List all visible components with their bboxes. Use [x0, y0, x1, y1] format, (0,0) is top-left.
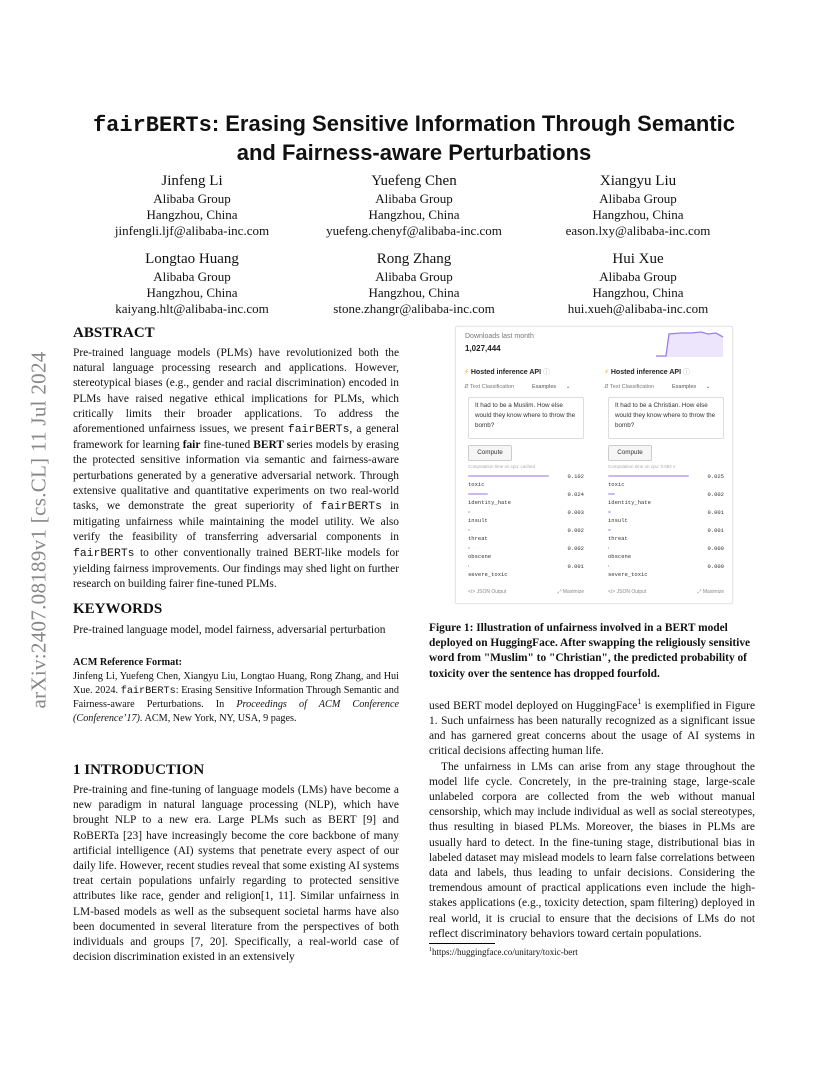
- inference-panel-christian: [602, 367, 730, 599]
- chevron-down-icon: ⌄: [565, 384, 571, 390]
- author-city: Hangzhou, China: [368, 207, 460, 222]
- abstract-bold: fair: [182, 439, 201, 452]
- footnote-number: 1: [429, 947, 432, 953]
- downloads-label: Downloads last month: [465, 333, 534, 340]
- author-block: [518, 250, 758, 317]
- result-label: threat: [608, 535, 628, 542]
- system-name: fairBERTs: [320, 501, 382, 514]
- result-bar: [468, 511, 470, 513]
- result-row: [608, 475, 724, 491]
- compute-button[interactable]: Compute: [608, 445, 652, 461]
- result-label: threat: [468, 535, 488, 542]
- result-label: identity_hate: [468, 499, 511, 506]
- abstract-text: , a general framework for learning: [73, 423, 399, 452]
- title-line2: and Fairness-aware Perturbations: [236, 140, 592, 165]
- author-block: [72, 250, 312, 317]
- author-name: Hui Xue: [612, 251, 664, 267]
- author-email: kaiyang.hlt@alibaba-inc.com: [115, 301, 269, 316]
- panel-header-text: Hosted inference API: [610, 369, 682, 376]
- bolt-icon: ⚡: [604, 369, 609, 376]
- author-city: Hangzhou, China: [368, 285, 460, 300]
- result-bar: [468, 529, 470, 531]
- title-rest: : Erasing Sensitive Information Through Semantic: [211, 111, 735, 136]
- task-label: [604, 384, 654, 390]
- result-bar: [468, 547, 470, 549]
- result-value: 0.000: [707, 563, 724, 570]
- json-output-toggle[interactable]: </> JSON Output: [468, 589, 507, 595]
- figure-caption: Figure 1: Illustration of unfairness involved in a BERT model deployed on HuggingFace. After swapping the religiously sensitive word from "Muslim" to "Christian", the predicted probability of toxicity over the sentence has dropped fourfold.: [429, 622, 751, 680]
- author-email: stone.zhangr@alibaba-inc.com: [333, 301, 495, 316]
- examples-text: Examples: [532, 384, 557, 390]
- author-city: Hangzhou, China: [146, 207, 238, 222]
- downloads-sparkline: [656, 329, 726, 357]
- author-email: yuefeng.chenyf@alibaba-inc.com: [326, 223, 502, 238]
- result-bar: [608, 547, 609, 549]
- system-name: fairBERTs: [120, 685, 176, 697]
- maximize-icon: ⤢: [557, 589, 562, 595]
- result-value: 0.102: [567, 473, 584, 480]
- panel-header-text: Hosted inference API: [470, 369, 542, 376]
- author-name: Jinfeng Li: [161, 173, 223, 189]
- result-bar: [608, 493, 615, 495]
- result-row: [608, 529, 724, 545]
- author-org: Alibaba Group: [599, 191, 677, 206]
- author-org: Alibaba Group: [153, 191, 231, 206]
- bolt-icon: ⚡: [464, 369, 469, 376]
- result-value: 0.002: [567, 527, 584, 534]
- intro-continued: [429, 694, 755, 942]
- paragraph-text: is exemplified in Figure 1. Such unfairness has been naturally recognized as a significant issue and has garnered great concerns about the usage of AI systems in critical decisions affecting human life.: [429, 699, 755, 758]
- result-label: toxic: [608, 481, 625, 488]
- result-value: 0.000: [707, 545, 724, 552]
- result-row: [468, 475, 584, 491]
- abstract-text: fine-tuned: [200, 439, 254, 452]
- system-name: fairBERTs: [287, 424, 350, 437]
- acm-text: : Erasing Sensitive Information Through Semantic and Fairness-aware Perturbations. In: [73, 684, 399, 711]
- panel-header: [464, 367, 550, 377]
- input-textarea[interactable]: It had to be a Christian. How else would they know where to throw the bomb?: [608, 397, 724, 439]
- result-value: 0.001: [707, 527, 724, 534]
- info-icon: ⓘ: [542, 369, 550, 376]
- result-bar: [608, 475, 689, 477]
- panel-header: [604, 367, 690, 377]
- result-bar: [608, 511, 611, 513]
- maximize-button[interactable]: [557, 589, 584, 595]
- compute-button[interactable]: Compute: [468, 445, 512, 461]
- abstract-bold: BERT s: [253, 439, 292, 452]
- result-value: 0.003: [567, 509, 584, 516]
- abstract-text: eries models by erasing the protected sensitive information via semantic and fairness-aware perturbations generated by a generative adversarial network. Through extensive qualitative and quantitative experiments on two real-world tasks, we demonstrate the great superiority of: [73, 439, 399, 513]
- maximize-button[interactable]: [697, 589, 724, 595]
- author-name: Yuefeng Chen: [371, 173, 457, 189]
- footnote-marker: 1: [637, 697, 642, 706]
- result-row: [468, 511, 584, 527]
- result-value: 0.001: [707, 509, 724, 516]
- computation-time: Computation time on cpu: cached: [468, 464, 536, 469]
- result-label: toxic: [468, 481, 485, 488]
- result-row: [468, 493, 584, 509]
- result-value: 0.002: [707, 491, 724, 498]
- result-label: severe_toxic: [608, 571, 648, 578]
- result-bar: [608, 565, 609, 567]
- result-bar: [468, 475, 549, 477]
- author-org: Alibaba Group: [599, 269, 677, 284]
- task-icon: ⇵: [464, 384, 469, 390]
- abstract-heading: ABSTRACT: [73, 325, 155, 341]
- author-org: Alibaba Group: [153, 269, 231, 284]
- system-name: fairBERTs: [73, 547, 135, 560]
- author-org: Alibaba Group: [375, 191, 453, 206]
- author-block: [294, 250, 534, 317]
- acm-text: Jinfeng Li, Yuefeng Chen, Xiangyu Liu, Longtao Huang, Rong Zhang, and Hui Xue. 2024.: [73, 671, 399, 696]
- intro-heading: 1 INTRODUCTION: [73, 762, 205, 778]
- author-city: Hangzhou, China: [146, 285, 238, 300]
- author-email: hui.xueh@alibaba-inc.com: [567, 301, 709, 316]
- author-email: eason.lxy@alibaba-inc.com: [565, 223, 711, 238]
- result-bar: [468, 493, 488, 495]
- footnote-url: https://huggingface.co/unitary/toxic-bert: [432, 947, 578, 957]
- maximize-label: Maximize: [702, 589, 724, 595]
- footnote: [429, 947, 578, 957]
- author-city: Hangzhou, China: [592, 285, 684, 300]
- result-label: insult: [468, 517, 488, 524]
- result-row: [608, 493, 724, 509]
- acm-venue: Proceedings of ACM Conference (Conference’17).: [73, 699, 399, 724]
- result-label: obscene: [468, 553, 492, 560]
- acm-ref-text: [73, 670, 399, 725]
- result-row: [608, 547, 724, 563]
- result-value: 0.001: [567, 563, 584, 570]
- result-row: [468, 565, 584, 581]
- abstract-text: Pre-trained language models (PLMs) have revolutionized both the natural language processing research and applications. However, stereotypical biases (e.g., gender and racial discrimination) encoded in PLMs have raised negative ethical implications for PLMs, which critically limits their broader applications. To address the aforementioned unfairness issues, we present: [73, 347, 399, 436]
- author-name: Xiangyu Liu: [599, 173, 677, 189]
- keywords-heading: KEYWORDS: [73, 601, 163, 617]
- author-block: [294, 172, 534, 239]
- author-name: Rong Zhang: [376, 251, 452, 267]
- info-icon: ⓘ: [682, 369, 690, 376]
- result-value: 0.024: [567, 491, 584, 498]
- chevron-down-icon: ⌄: [705, 384, 711, 390]
- title-system-name: fairBERTs: [92, 113, 212, 138]
- task-text: Text Classification: [470, 384, 515, 390]
- result-value: 0.025: [707, 473, 724, 480]
- author-email: jinfengli.ljf@alibaba-inc.com: [114, 223, 270, 238]
- footnote-rule: [429, 943, 495, 944]
- abstract-text: in mitigating unfairness while maintaining the model utility. We also verify the feasibility of transferring adversarial components in: [73, 500, 399, 544]
- arxiv-id-text: arXiv:2407.08189v1 [cs.CL] 11 Jul 2024: [26, 351, 51, 709]
- acm-ref-heading: ACM Reference Format:: [73, 657, 182, 668]
- result-label: obscene: [608, 553, 632, 560]
- downloads-value: 1,027,444: [465, 344, 501, 353]
- intro-body: Pre-training and fine-tuning of language models (LMs) have become a new paradigm in natural language processing (NLP), which have brought NLP to a new era. Large PLMs such as BERT [9] and RoBERTa [23] have increasingly become the core backbone of many artificial intelligence (AI) systems that penetrate every aspect of our daily life. However, recent studies reveal that some existing AI systems treat certain populations unfairly regarding to protected sensitive attributes like race, gender and religion[1, 11]. Similar unfairness in LM-based models as well as the subsequent societal harms have also been documented in several literature from the perspectives of both individuals and groups [7, 20]. Specifically, a real-world case of decision discrimination existed in an extensively: [73, 784, 399, 964]
- result-row: [608, 565, 724, 581]
- result-label: severe_toxic: [468, 571, 508, 578]
- result-row: [468, 547, 584, 563]
- task-label: [464, 384, 514, 390]
- result-label: identity_hate: [608, 499, 651, 506]
- examples-dropdown[interactable]: [532, 384, 570, 390]
- maximize-label: Maximize: [562, 589, 584, 595]
- inference-panel-muslim: [462, 367, 590, 599]
- examples-text: Examples: [672, 384, 697, 390]
- result-row: [468, 529, 584, 545]
- task-icon: ⇵: [604, 384, 609, 390]
- author-block: [72, 172, 312, 239]
- task-text: Text Classification: [610, 384, 655, 390]
- maximize-icon: ⤢: [697, 589, 702, 595]
- result-bar: [468, 565, 469, 567]
- arxiv-identifier: [24, 300, 54, 760]
- paragraph-text: used BERT model deployed on HuggingFace: [429, 699, 638, 712]
- computation-time: Computation time on cpu: 0.084 s: [608, 464, 676, 469]
- paragraph: The unfairness in LMs can arise from any stage throughout the model life cycle. Concretely, in the pre-training stage, large-scale unlabeled corpora are collected from the web without manual censorship, which may include individual as well as social stereotypes, thus resulting in biased PLMs. Moreover, the biases in PLMs are usually hard to detect. In the fine-tuning stage, distributional bias in labeled dataset may mislead models to learn false correlations between data and labels, thus leading to unfair decisions. Considering the tremendous amount of practical applications even include the high-stakes applications (e.g., toxicity detection, spam filtering) deployed in real world, it is crucial to ensure that the decisions of LMs do not reflect discriminatory behaviors toward certain populations.: [429, 760, 755, 940]
- abstract-text: to other conventionally trained BERT-like models for yielding fairness improvements. Our findings may shed light on further research on building fairer fine-tuned PLMs.: [73, 546, 399, 591]
- keywords-text: Pre-trained language model, model fairness, adversarial perturbation: [73, 624, 386, 636]
- paper-title: [60, 110, 768, 166]
- result-row: [608, 511, 724, 527]
- acm-text: ACM, New York, NY, USA, 9 pages.: [142, 712, 297, 724]
- examples-dropdown[interactable]: [672, 384, 710, 390]
- author-org: Alibaba Group: [375, 269, 453, 284]
- json-output-toggle[interactable]: </> JSON Output: [608, 589, 647, 595]
- paragraph: [429, 694, 755, 760]
- result-bar: [608, 529, 611, 531]
- author-name: Longtao Huang: [145, 251, 239, 267]
- author-city: Hangzhou, China: [592, 207, 684, 222]
- figure-huggingface-screenshot: [455, 326, 733, 604]
- result-value: 0.002: [567, 545, 584, 552]
- author-block: [518, 172, 758, 239]
- abstract-body: [73, 346, 399, 592]
- result-label: insult: [608, 517, 628, 524]
- input-textarea[interactable]: It had to be a Muslim. How else would they know where to throw the bomb?: [468, 397, 584, 439]
